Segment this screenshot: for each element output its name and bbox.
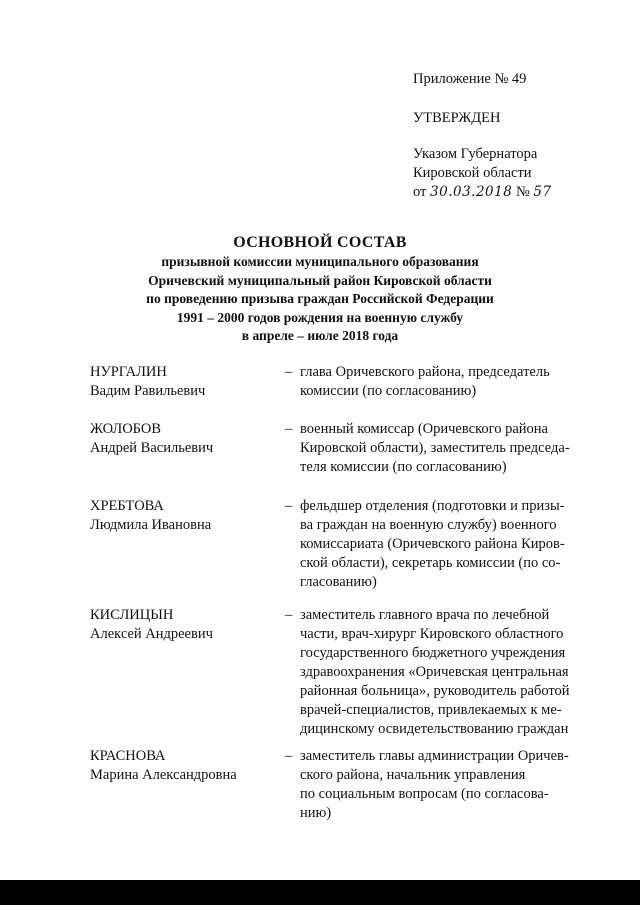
title-line: призывной комиссии муниципального образования	[161, 254, 479, 269]
decree-line-2: Кировской области	[413, 165, 532, 181]
member-given-name: Марина Александровна	[90, 767, 237, 783]
members-list	[90, 363, 582, 827]
role-line: заместитель главы администрации Оричев-	[300, 748, 569, 764]
role-line: Кировской области), заместитель председа-	[300, 440, 570, 456]
title-line: 1991 – 2000 годов рождения на военную службу	[176, 309, 464, 325]
role-line: военный комиссар (Оричевского района	[300, 421, 548, 437]
role-line: нию)	[300, 805, 332, 821]
handwritten-number: 57	[533, 184, 552, 200]
decree-date-row	[413, 183, 552, 202]
member-name	[90, 606, 285, 747]
role-line: ского района, начальник управления	[300, 767, 526, 783]
member-dash: –	[285, 748, 293, 764]
member-given-name: Алексей Андреевич	[90, 626, 213, 642]
member-entry	[90, 747, 582, 827]
approved-label: УТВЕРЖДЕН	[413, 110, 501, 126]
number-prefix: №	[515, 184, 530, 200]
role-line: ва граждан на военную службу) военного	[300, 517, 557, 533]
member-dash: –	[285, 421, 293, 437]
member-role	[300, 747, 582, 827]
member-dash: –	[285, 498, 293, 514]
decree-line-1: Указом Губернатора	[413, 146, 538, 162]
handwritten-date: 30.03.2018	[430, 184, 513, 200]
member-entry	[90, 606, 582, 747]
role-line: по социальным вопросам (по согласова-	[300, 786, 549, 802]
member-dash: –	[285, 364, 293, 380]
member-name	[90, 747, 285, 827]
member-name	[90, 420, 285, 497]
member-role	[300, 606, 582, 747]
member-given-name: Андрей Васильевич	[90, 440, 214, 456]
role-line: врачей-специалистов, привлекаемых к ме-	[300, 702, 562, 718]
role-line: фельдшер отделения (подготовки и призы-	[300, 498, 565, 514]
member-entry	[90, 497, 582, 606]
approval-block	[413, 70, 552, 202]
member-given-name: Вадим Равильевич	[90, 383, 206, 399]
member-name	[90, 497, 285, 606]
role-line: комиссариата (Оричевского района Киров-	[300, 536, 565, 552]
title-line: Оричевский муниципальный район Кировской области	[148, 272, 492, 288]
annex-number: Приложение № 49	[413, 71, 527, 87]
member-name	[90, 363, 285, 420]
date-prefix: от	[413, 184, 427, 200]
role-line: районная больница», руководитель работой	[300, 683, 570, 699]
document-title	[0, 233, 640, 346]
role-line: здравоохранения «Оричевская центральная	[300, 664, 569, 680]
member-role	[300, 497, 582, 606]
role-line: глава Оричевского района, председатель	[300, 364, 550, 380]
member-role	[300, 363, 582, 420]
member-given-name: Людмила Ивановна	[90, 517, 212, 533]
role-line: гласованию)	[300, 574, 377, 590]
member-surname: ХРЕБТОВА	[90, 498, 164, 514]
member-surname: КИСЛИЦЫН	[90, 607, 174, 623]
role-line: дицинскому освидетельствованию граждан	[300, 721, 569, 737]
scan-bottom-border	[0, 880, 640, 905]
member-entry	[90, 420, 582, 497]
member-surname: НУРГАЛИН	[90, 364, 167, 380]
role-line: комиссии (по согласованию)	[300, 383, 477, 399]
role-line: государственного бюджетного учреждения	[300, 645, 566, 661]
role-line: части, врач-хирург Кировского областного	[300, 626, 564, 642]
role-line: теля комиссии (по согласованию)	[300, 459, 507, 475]
title-line: по проведению призыва граждан Российской Федерации	[146, 291, 494, 306]
member-surname: ЖОЛОБОВ	[90, 421, 162, 437]
role-line: ской области), секретарь комиссии (по со-	[300, 555, 561, 571]
title-line: в апреле – июле 2018 года	[241, 328, 399, 343]
member-entry	[90, 363, 582, 420]
role-line: заместитель главного врача по лечебной	[300, 607, 550, 623]
title-main: ОСНОВНОЙ СОСТАВ	[233, 234, 407, 251]
member-surname: КРАСНОВА	[90, 748, 166, 764]
member-role	[300, 420, 582, 497]
member-dash: –	[285, 607, 293, 623]
